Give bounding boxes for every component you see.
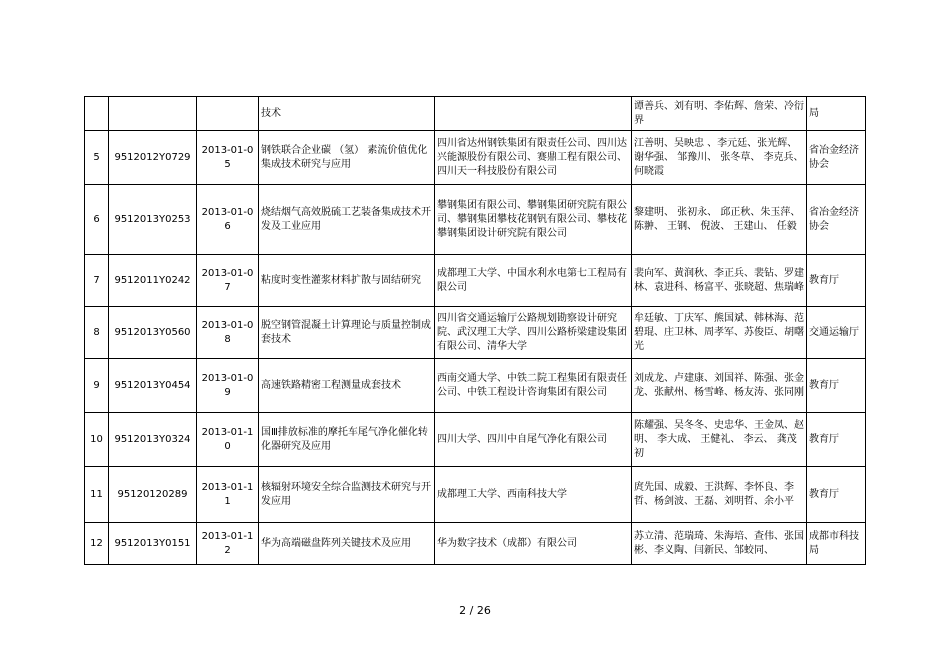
row-number-cell: 7 bbox=[85, 255, 109, 307]
project-title-cell: 核辐射环境安全综合监测技术研究与开发应用 bbox=[259, 467, 435, 523]
row-number-cell bbox=[85, 97, 109, 131]
table-row bbox=[85, 467, 866, 523]
table-row bbox=[85, 359, 866, 413]
recommending-unit-cell: 教育厅 bbox=[807, 359, 866, 413]
recommending-unit-cell: 省冶金经济协会 bbox=[807, 131, 866, 185]
project-code-cell bbox=[109, 97, 197, 131]
organizations-cell: 华为数字技术（成都）有限公司 bbox=[435, 523, 632, 565]
organizations-cell: 成都理工大学、中国水利水电第七工程局有限公司 bbox=[435, 255, 632, 307]
organizations-cell: 攀钢集团有限公司、攀钢集团研究院有限公司、攀钢集团攀枝花钢钒有限公司、攀枝花攀钢集团设计研究院有限公司 bbox=[435, 185, 632, 255]
recommending-unit-cell: 局 bbox=[807, 97, 866, 131]
project-code-cell: 9512011Y0242 bbox=[109, 255, 197, 307]
table-row bbox=[85, 131, 866, 185]
project-code-cell: 9512013Y0454 bbox=[109, 359, 197, 413]
recommending-unit-cell: 交通运输厅 bbox=[807, 307, 866, 359]
contributors-cell: 刘成龙、卢建康、刘国祥、陈强、张金龙、张献州、杨雪峰、杨友涛、张同刚 bbox=[632, 359, 807, 413]
table-row bbox=[85, 97, 866, 131]
award-table bbox=[84, 96, 866, 565]
award-number-cell: 2013-01-11 bbox=[197, 467, 259, 523]
contributors-cell: 牟廷敏、丁庆军、熊国斌、韩林海、范碧琨、庄卫林、周孝军、苏俊臣、胡曙光 bbox=[632, 307, 807, 359]
page-number: 2 / 26 bbox=[459, 604, 491, 617]
row-number-cell: 8 bbox=[85, 307, 109, 359]
table-row bbox=[85, 307, 866, 359]
contributors-cell: 黎建明、 张初永、 邱正秋、朱玉萍、陈翀、 王钢、 倪波、 王建山、 任毅 bbox=[632, 185, 807, 255]
organizations-cell bbox=[435, 97, 632, 131]
contributors-cell: 裴向军、黄润秋、李正兵、裴钻、罗建林、袁进科、杨富平、张晓超、焦瑞峰 bbox=[632, 255, 807, 307]
project-title-cell: 技术 bbox=[259, 97, 435, 131]
table-row bbox=[85, 185, 866, 255]
organizations-cell: 西南交通大学、中铁二院工程集团有限责任公司、中铁工程设计咨询集团有限公司 bbox=[435, 359, 632, 413]
recommending-unit-cell: 省冶金经济协会 bbox=[807, 185, 866, 255]
award-number-cell: 2013-01-05 bbox=[197, 131, 259, 185]
project-code-cell: 9512012Y0729 bbox=[109, 131, 197, 185]
row-number-cell: 11 bbox=[85, 467, 109, 523]
contributors-cell: 谭善兵、刘有明、李佑辉、詹荣、冷衍界 bbox=[632, 97, 807, 131]
recommending-unit-cell: 教育厅 bbox=[807, 467, 866, 523]
award-number-cell: 2013-01-07 bbox=[197, 255, 259, 307]
row-number-cell: 6 bbox=[85, 185, 109, 255]
project-code-cell: 95120120289 bbox=[109, 467, 197, 523]
project-title-cell: 高速铁路精密工程测量成套技术 bbox=[259, 359, 435, 413]
table-row bbox=[85, 523, 866, 565]
project-title-cell: 国Ⅲ排放标准的摩托车尾气净化催化转化器研究及应用 bbox=[259, 413, 435, 467]
project-title-cell: 华为高端磁盘阵列关键技术及应用 bbox=[259, 523, 435, 565]
contributors-cell: 庹先国、成毅、王洪辉、李怀良、李 哲、杨剑波、王磊、刘明哲、余小平 bbox=[632, 467, 807, 523]
row-number-cell: 12 bbox=[85, 523, 109, 565]
row-number-cell: 5 bbox=[85, 131, 109, 185]
project-code-cell: 9512013Y0560 bbox=[109, 307, 197, 359]
row-number-cell: 10 bbox=[85, 413, 109, 467]
award-number-cell: 2013-01-09 bbox=[197, 359, 259, 413]
project-code-cell: 9512013Y0253 bbox=[109, 185, 197, 255]
organizations-cell: 四川省交通运输厅公路规划勘察设计研究院、武汉理工大学、四川公路桥梁建设集团有限公司、清华大学 bbox=[435, 307, 632, 359]
award-number-cell: 2013-01-12 bbox=[197, 523, 259, 565]
award-number-cell: 2013-01-06 bbox=[197, 185, 259, 255]
award-number-cell: 2013-01-08 bbox=[197, 307, 259, 359]
organizations-cell: 四川大学、四川中自尾气净化有限公司 bbox=[435, 413, 632, 467]
award-number-cell bbox=[197, 97, 259, 131]
row-number-cell: 9 bbox=[85, 359, 109, 413]
project-title-cell: 钢铁联合企业碳 （氢） 素流价值优化集成技术研究与应用 bbox=[259, 131, 435, 185]
contributors-cell: 陈耀强、吴冬冬、史忠华、王金凤、赵明、 李大成、 王健礼、 李云、 龚茂初 bbox=[632, 413, 807, 467]
project-code-cell: 9512013Y0324 bbox=[109, 413, 197, 467]
contributors-cell: 江善明、吴映忠 、李元廷、张光辉、谢华强、 邹豫川、 张冬草、 李克兵、何晓霞 bbox=[632, 131, 807, 185]
table-body bbox=[85, 97, 866, 565]
organizations-cell: 四川省达州钢铁集团有限责任公司、四川达兴能源股份有限公司、赛鼎工程有限公司、四川天一科技股份有限公司 bbox=[435, 131, 632, 185]
project-title-cell: 粘度时变性灌浆材料扩散与固结研究 bbox=[259, 255, 435, 307]
project-title-cell: 烧结烟气高效脱硫工艺装备集成技术开发及工业应用 bbox=[259, 185, 435, 255]
award-number-cell: 2013-01-10 bbox=[197, 413, 259, 467]
project-code-cell: 9512013Y0151 bbox=[109, 523, 197, 565]
recommending-unit-cell: 教育厅 bbox=[807, 413, 866, 467]
table-row bbox=[85, 413, 866, 467]
contributors-cell: 苏立清、范瑞琦、朱海培、查伟、张国彬、李义陶、闫新民、邹蛟同、 bbox=[632, 523, 807, 565]
recommending-unit-cell: 成都市科技局 bbox=[807, 523, 866, 565]
recommending-unit-cell: 教育厅 bbox=[807, 255, 866, 307]
table-row bbox=[85, 255, 866, 307]
project-title-cell: 脱空钢管混凝土计算理论与质量控制成套技术 bbox=[259, 307, 435, 359]
organizations-cell: 成都理工大学、西南科技大学 bbox=[435, 467, 632, 523]
